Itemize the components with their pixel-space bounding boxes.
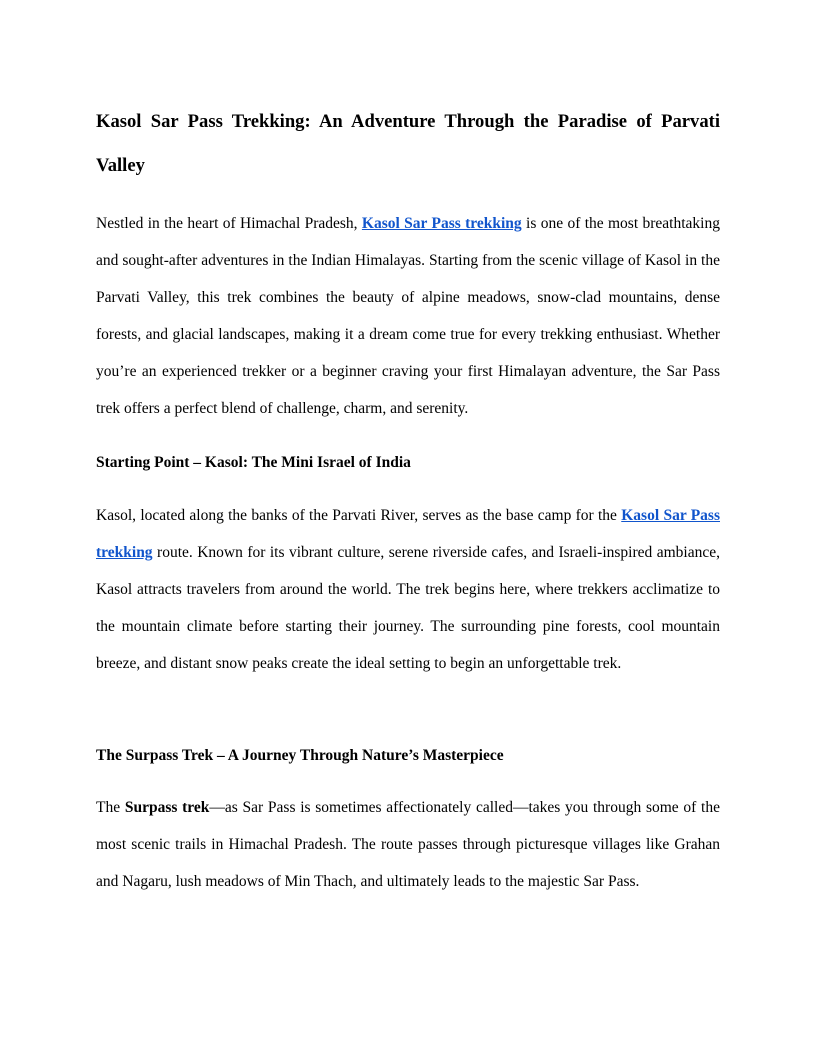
surpass-paragraph bbox=[96, 789, 720, 900]
section-heading-kasol: Starting Point – Kasol: The Mini Israel of India bbox=[96, 454, 411, 471]
kasol-text-after-link: route. Known for its vibrant culture, serene riverside cafes, and Israeli-inspired ambiance, Kasol attracts travelers from around the world. The trek begins here, where trekkers acclimatize to the mountain climate before starting their journey. The surrounding pine forests, cool mountain breeze, and distant snow peaks create the ideal setting to begin an unforgettable trek. bbox=[96, 544, 720, 672]
kasol-sar-pass-trekking-link-2[interactable]: Kasol Sar Pass trekking bbox=[96, 507, 720, 561]
kasol-paragraph bbox=[96, 497, 720, 682]
surpass-text-before-bold: The bbox=[96, 799, 125, 816]
intro-text-before-link: Nestled in the heart of Himachal Pradesh, bbox=[96, 215, 362, 232]
surpass-text-after-bold: —as Sar Pass is sometimes affectionately called—takes you through some of the most scenic trails in Himachal Pradesh. The route passes through picturesque villages like Grahan and Nagaru, lush meadows of Min Thach, and ultimately leads to the majestic Sar Pass. bbox=[96, 799, 720, 890]
intro-paragraph bbox=[96, 205, 720, 427]
page-title: Kasol Sar Pass Trekking: An Adventure Through the Paradise of Parvati Valley bbox=[96, 111, 720, 176]
surpass-trek-bold-term: Surpass trek bbox=[124, 799, 210, 816]
kasol-sar-pass-trekking-link[interactable]: Kasol Sar Pass trekking bbox=[361, 215, 522, 232]
kasol-text-before-link: Kasol, located along the banks of the Parvati River, serves as the base camp for the bbox=[96, 507, 622, 524]
section-heading-surpass: The Surpass Trek – A Journey Through Nature’s Masterpiece bbox=[96, 747, 504, 764]
intro-text-after-link: is one of the most breathtaking and sought-after adventures in the Indian Himalayas. Starting from the scenic village of Kasol in the Parvati Valley, this trek combines the beauty of alpine meadows, snow-clad mountains, dense forests, and glacial landscapes, making it a dream come true for every trekking enthusiast. Whether you’re an experienced trekker or a beginner craving your first Himalayan adventure, the Sar Pass trek offers a perfect blend of challenge, charm, and serenity. bbox=[96, 215, 720, 417]
